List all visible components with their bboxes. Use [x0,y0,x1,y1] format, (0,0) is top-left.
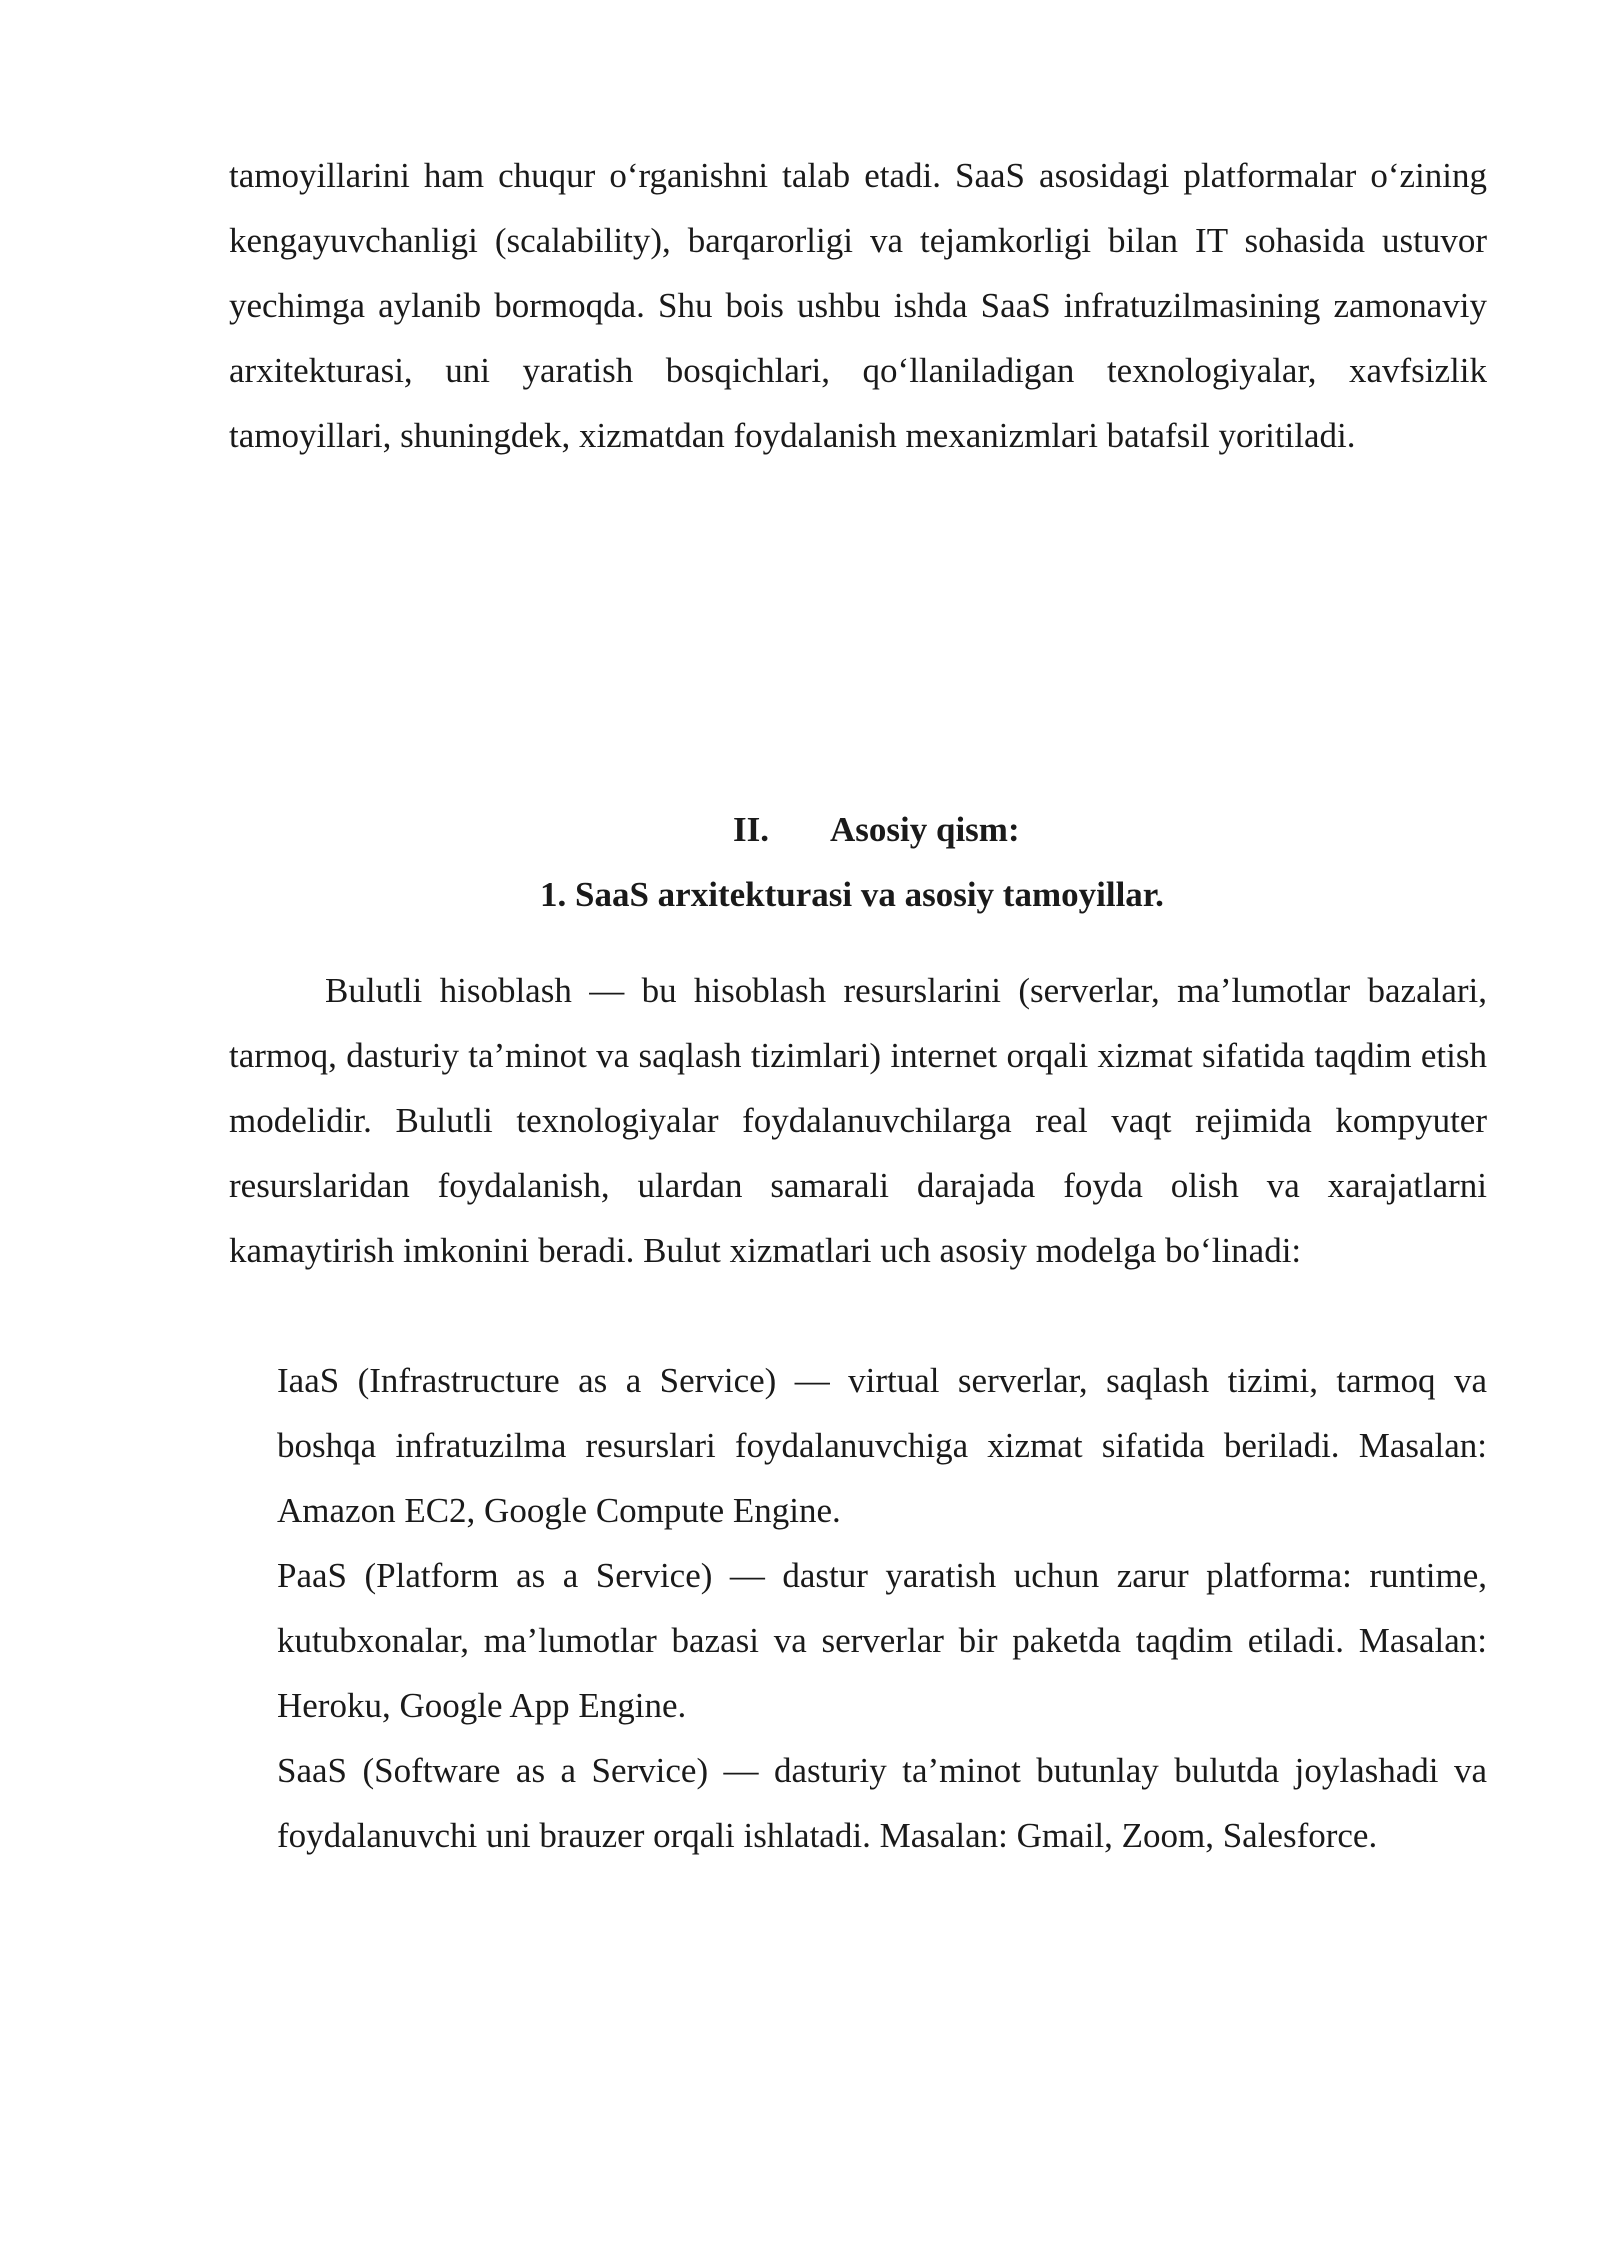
section-number: II. [733,810,769,849]
list-item-iaas: IaaS (Infrastructure as a Service) — virtual serverlar, saqlash tizimi, tarmoq va boshqa infratuzilma resurslari foydalanuvchiga xizmat sifatida beriladi. Masalan: Amazon EC2, Google Compute Engine. [277,1361,1487,1530]
section-title: Asosiy qism: [830,810,1020,849]
list-item-paas: PaaS (Platform as a Service) — dastur yaratish uchun zarur platforma: runtime, kutubxonalar, ma’lumotlar bazasi va serverlar bir paketda taqdim etiladi. Masalan: Heroku, Google App Engine. [277,1556,1487,1725]
body-paragraph: Bulutli hisoblash — bu hisoblash resurslarini (serverlar, ma’lumotlar bazalari, tarmoq, dasturiy ta’minot va saqlash tizimlari) internet orqali xizmat sifatida taqdim etish modelidir. Bulutli texnologiyalar foydalanuvchilarga real vaqt rejimida kompyuter resurslaridan foydalanish, ulardan samarali darajada foyda olish va xarajatlarni kamaytirish imkonini beradi. Bulut xizmatlari uch asosiy modelga bo‘linadi: [229,971,1487,1270]
intro-paragraph: tamoyillarini ham chuqur o‘rganishni talab etadi. SaaS asosidagi platformalar o‘zining kengayuvchanligi (scalability), barqarorligi va tejamkorligi bilan IT sohasida ustuvor yechimga aylanib bormoqda. Shu bois ushbu ishda SaaS infratuzilmasining zamonaviy arxitekturasi, uni yaratish bosqichlari, qo‘llaniladigan texnologiyalar, xavfsizlik tamoyillari, shuningdek, xizmatdan foydalanish mexanizmlari batafsil yoritiladi. [229,156,1487,455]
list-item-saas: SaaS (Software as a Service) — dasturiy ta’minot butunlay bulutda joylashadi va foydalanuvchi uni brauzer orqali ishlatadi. Masalan: Gmail, Zoom, Salesforce. [277,1751,1487,1855]
subsection-heading: 1. SaaS arxitekturasi va asosiy tamoyillar. [540,875,1164,914]
